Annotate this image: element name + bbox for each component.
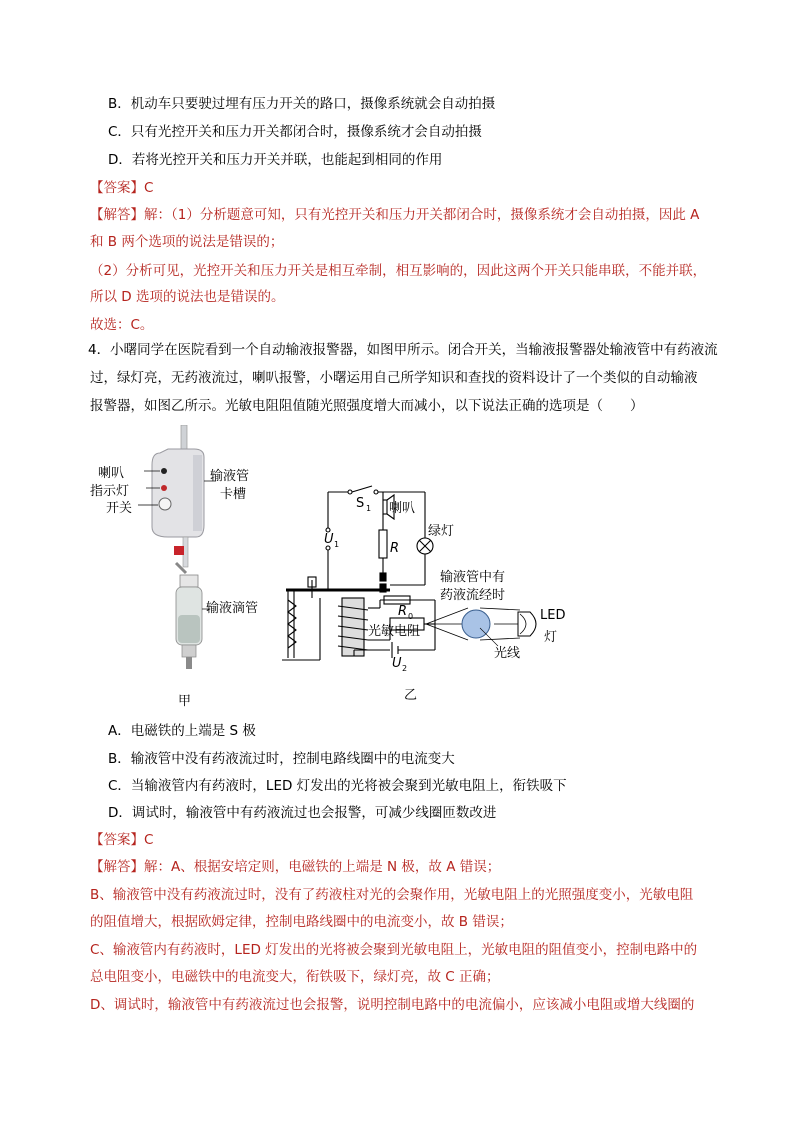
label-lamp: 灯 bbox=[544, 630, 558, 645]
q4-analysis-line-5: 总电阻变小，电磁铁中的电流变大，衔铁吸下，绿灯亮，故 C 正确； bbox=[90, 969, 500, 985]
label-infusion-tube: 输液管 bbox=[210, 469, 250, 484]
answer-prev: 【答案】C bbox=[90, 180, 154, 196]
label-s-sub: 1 bbox=[366, 504, 372, 513]
label-speaker-circuit: 喇叭 bbox=[389, 501, 416, 516]
label-indicator-light: 指示灯 bbox=[90, 484, 130, 499]
label-r: R bbox=[390, 541, 400, 556]
option-d-prev: D．若将光控开关和压力开关并联，也能起到相同的作用 bbox=[108, 152, 443, 168]
label-green-light: 绿灯 bbox=[428, 524, 455, 539]
label-u1: U bbox=[324, 532, 334, 547]
label-drip-chamber: 输液滴管 bbox=[206, 601, 259, 616]
option-c: C．当输液管内有药液时，LED 灯发出的光将被会聚到光敏电阻上，衔铁吸下 bbox=[108, 778, 567, 794]
label-speaker: 喇叭 bbox=[98, 466, 125, 481]
option-c-prev: C．只有光控开关和压力开关都闭合时，摄像系统才会自动拍摄 bbox=[108, 124, 482, 140]
q4-analysis-line-1: 【解答】解：A、根据安培定则，电磁铁的上端是 N 极，故 A 错误； bbox=[90, 859, 501, 875]
label-photoresistor: 光敏电阻 bbox=[368, 624, 421, 639]
analysis-line-2: 和 B 两个选项的说法是错误的； bbox=[90, 234, 284, 250]
q4-analysis-line-2: B、输液管中没有药液流过时，没有了药液柱对光的会聚作用，光敏电阻上的光照强度变小，光敏电阻 bbox=[90, 887, 694, 903]
caption-yi: 乙 bbox=[404, 688, 418, 703]
label-light-ray: 光线 bbox=[494, 646, 521, 661]
label-slot: 卡槽 bbox=[220, 487, 247, 502]
analysis-line-4: 所以 D 选项的说法也是错误的。 bbox=[90, 289, 285, 305]
label-tube-with-liquid-2: 药液流经时 bbox=[440, 588, 506, 603]
analysis-line-5: 故选：C。 bbox=[90, 317, 154, 333]
option-d: D．调试时，输液管中有药液流过也会报警，可减少线圈匝数改进 bbox=[108, 805, 497, 821]
label-tube-with-liquid-1: 输液管中有 bbox=[440, 570, 506, 585]
label-s: S bbox=[356, 496, 365, 511]
q4-analysis-line-6: D、调试时，输液管中有药液流过也会报警，说明控制电路中的电流偏小，应该减小电阻或增大线圈的 bbox=[90, 997, 695, 1013]
label-u2-sub: 2 bbox=[402, 664, 408, 673]
question-stem-line-3: 报警器，如图乙所示。光敏电阻阻值随光照强度增大而减小，以下说法正确的选项是（ ） bbox=[90, 398, 644, 414]
question-stem-line-2: 过，绿灯亮，无药液流过，喇叭报警，小曙运用自己所学知识和查找的资料设计了一个类似的自动输液 bbox=[90, 370, 698, 386]
option-a: A．电磁铁的上端是 S 极 bbox=[108, 723, 256, 739]
answer-q4: 【答案】C bbox=[90, 832, 154, 848]
caption-jia: 甲 bbox=[178, 694, 192, 709]
option-b: B．输液管中没有药液流过时，控制电路线圈中的电流变大 bbox=[108, 751, 455, 767]
figure-jia bbox=[88, 425, 288, 710]
q4-analysis-line-4: C、输液管内有药液时，LED 灯发出的光将被会聚到光敏电阻上，光敏电阻的阻值变小，控制电路中的 bbox=[90, 942, 698, 958]
label-u2: U bbox=[392, 656, 402, 671]
q4-analysis-line-3: 的阻值增大，根据欧姆定律，控制电路线圈中的电流变小，故 B 错误； bbox=[90, 914, 513, 930]
analysis-line-3: （2）分析可见，光控开关和压力开关是相互牵制，相互影响的，因此这两个开关只能串联，不能并联， bbox=[90, 263, 707, 279]
question-stem-line-1: 4．小曙同学在医院看到一个自动输液报警器，如图甲所示。闭合开关，当输液报警器处输液管中有药液流 bbox=[88, 342, 718, 358]
label-led: LED bbox=[540, 608, 566, 623]
label-u1-sub: 1 bbox=[334, 540, 340, 549]
label-r0: R bbox=[398, 604, 408, 619]
figure-yi bbox=[280, 480, 600, 705]
label-switch: 开关 bbox=[106, 501, 133, 516]
analysis-line-1: 【解答】解：（1）分析题意可知，只有光控开关和压力开关都闭合时，摄像系统才会自动拍摄，因此 A bbox=[90, 207, 700, 223]
label-r0-sub: 0 bbox=[408, 612, 414, 621]
option-b-prev: B．机动车只要驶过埋有压力开关的路口，摄像系统就会自动拍摄 bbox=[108, 96, 496, 112]
